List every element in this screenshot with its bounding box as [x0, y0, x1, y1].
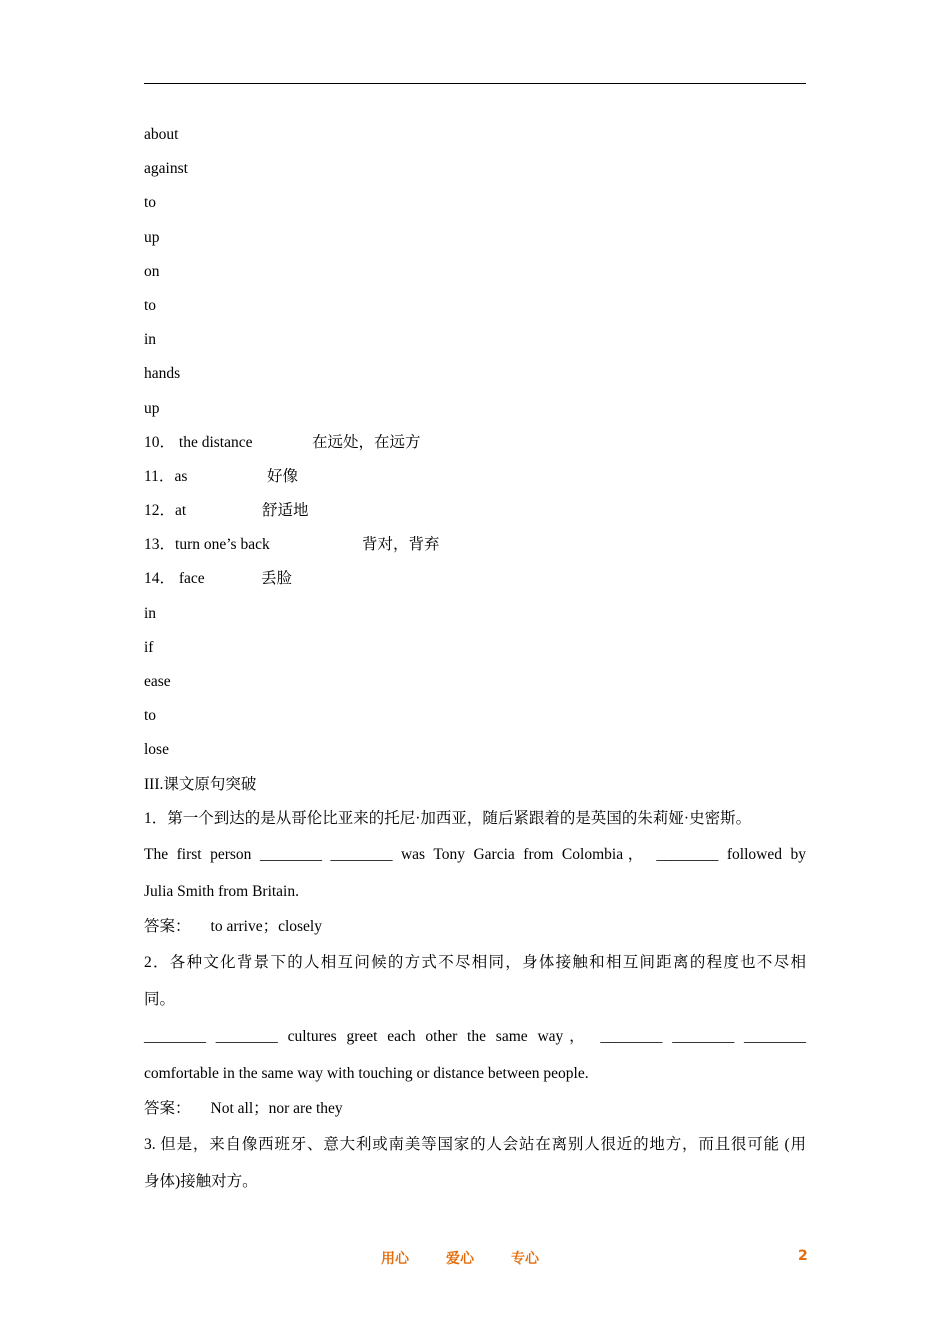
phrase-english: as [174, 467, 188, 485]
phrase-number: 14． [144, 570, 176, 588]
answer-word: up [144, 228, 160, 246]
phrase-row [144, 494, 806, 528]
phrase-chinese: 舒适地 [262, 502, 309, 520]
sentence-english-blank: comfortable in the same way with touching or distance between people. [144, 1065, 589, 1083]
phrase-row [144, 460, 806, 494]
answer-row [144, 1092, 806, 1126]
answer-label: 答案： [144, 917, 191, 935]
answer-word: hands [144, 365, 181, 383]
phrase-chinese: 背对，背弃 [362, 536, 440, 554]
section-title: III.课文原句突破 [144, 775, 257, 793]
phrase-number: 12． [144, 502, 176, 520]
answer-word: to [144, 707, 157, 725]
answer-text: Not all；nor are they [210, 1100, 343, 1118]
phrase-english: the distance [175, 433, 253, 451]
sentence-chinese: 3. 但是，来自像西班牙、意大利或南美等国家的人会站在离别人很近的地方，而且很可能 (用 [144, 1136, 806, 1154]
sentence-chinese: 1．第一个到达的是从哥伦比亚来的托尼·加西亚，随后紧跟着的是英国的朱莉娅·史密斯。 [144, 809, 752, 827]
answer-word: in [144, 604, 157, 622]
answer-label: 答案： [144, 1100, 191, 1118]
answer-word: against [144, 160, 188, 178]
answer-word: if [144, 638, 154, 656]
answer-word: about [144, 126, 179, 143]
answer-word: in [144, 331, 157, 349]
document-body [144, 118, 806, 1200]
answer-row [144, 910, 806, 944]
page-number: 2 [798, 1248, 808, 1264]
phrase-number: 13． [144, 536, 176, 554]
phrase-english: turn one’s back [175, 536, 270, 554]
answer-word: to [144, 194, 157, 212]
phrase-row [144, 528, 806, 562]
footer-motto: 用心 [381, 1251, 409, 1267]
answer-word: to [144, 296, 157, 314]
answer-word: up [144, 399, 160, 417]
page-footer [0, 1248, 950, 1268]
phrase-chinese: 好像 [267, 467, 299, 485]
sentence-chinese: 2．各种文化背景下的人相互问候的方式不尽相同，身体接触和相互间距离的程度也不尽相 [144, 954, 806, 972]
phrase-english: face [175, 570, 205, 588]
footer-motto: 专心 [511, 1251, 539, 1267]
phrase-chinese: 在远处，在远方 [312, 433, 421, 451]
sentence-chinese: 身体)接触对方。 [144, 1173, 258, 1191]
answer-word: ease [144, 673, 171, 690]
sentence-english-blank: The first person ________ ________ was Tony Garcia from Colombia， ________ followed by [144, 845, 806, 863]
sentence-chinese: 同。 [144, 991, 176, 1009]
phrase-number: 11． [144, 467, 175, 485]
footer-motto: 爱心 [446, 1251, 474, 1267]
sentence-english-blank: ________ ________ cultures greet each other the same way， ________ ________ ________ [144, 1028, 806, 1046]
phrase-chinese: 丢脸 [261, 570, 293, 588]
phrase-row [144, 562, 806, 596]
phrase-number: 10． [144, 433, 176, 451]
header-rule [144, 83, 806, 84]
phrase-english: at [175, 502, 187, 520]
sentence-english-blank: Julia Smith from Britain. [144, 882, 299, 900]
answer-word: lose [144, 741, 169, 759]
answer-text: to arrive；closely [210, 917, 322, 935]
phrase-row [144, 426, 806, 460]
answer-word: on [144, 262, 160, 280]
